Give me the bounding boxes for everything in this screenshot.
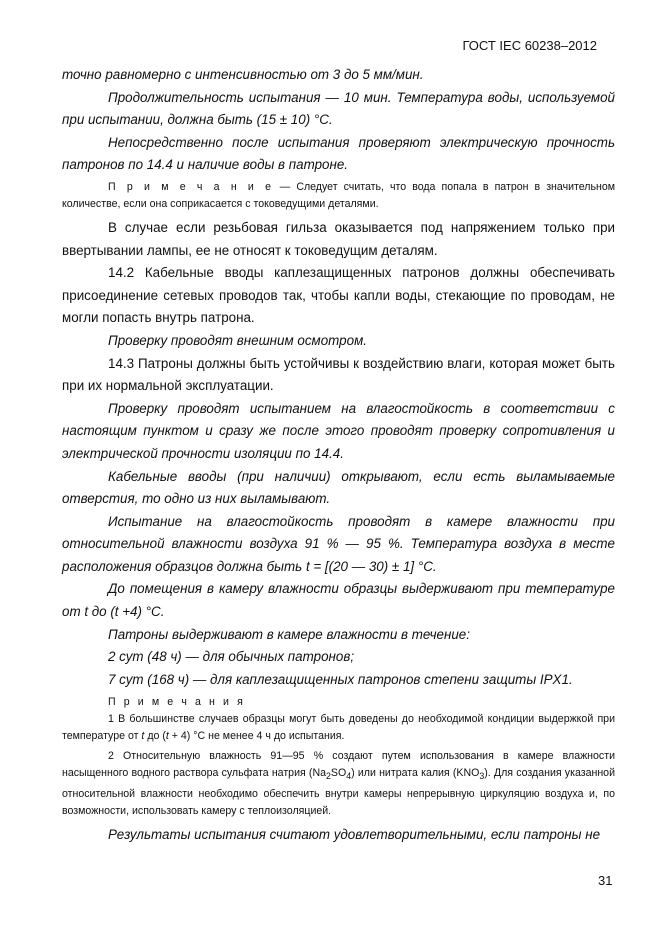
paragraph: Непосредственно после испытания проверяют электрическую прочность патронов по 14.4 и наличие воды в патроне. — [62, 134, 615, 173]
paragraph: 2 сут (48 ч) — для обычных патронов; — [108, 649, 355, 665]
page-body — [62, 64, 615, 846]
paragraph: Продолжительность испытания — 10 мин. Температура воды, используемой при испытании, должна быть (15 ± 10) °С. — [62, 89, 615, 128]
paragraph: В случае если резьбовая гильза оказывается под напряжением только при ввертывании лампы, ее не относят к токоведущим деталям. — [62, 219, 615, 258]
paragraph: 14.3 Патроны должны быть устойчивы к воздействию влаги, которая может быть при их нормальной эксплуатации. — [62, 355, 615, 394]
paragraph: Проверку проводят внешним осмотром. — [108, 332, 367, 348]
paragraph: 14.2 Кабельные вводы каплезащищенных патронов должны обеспечивать присоединение сетевых проводов так, чтобы капли воды, стекающие по проводам, не могли попасть внутрь патрона. — [62, 265, 615, 326]
paragraph: Испытание на влагостойкость проводят в камере влажности при относительной влажности воздуха 91 % — 95 %. Температура воздуха в месте расположения образцов должна быть t = [(20 — 30) ± 1] °С. — [62, 513, 615, 574]
note-item: 2 Относительную влажность 91—95 % создают путем использования в камере влажности насыщенного водного раствора сульфата натрия $(Na_2SO_4)$ или нитрата калия $(KNO_3)$. Для создания указанной относительной влажности необходимо обеспечить внутри камеры непрерывную циркуляцию воздуха и, по возможности, использовать камеру с теплоизоляцией. — [62, 750, 615, 817]
paragraph: точно равномерно с интенсивностью от 3 до 5 мм/мин. — [62, 67, 424, 82]
notes-label: П р и м е ч а н и я — [108, 696, 246, 709]
paragraph: Патроны выдерживают в камере влажности в течение: — [108, 626, 470, 642]
paragraph: Кабельные вводы (при наличии) открывают, если есть выламываемые отверстия, то одно из них выламывают. — [62, 468, 615, 507]
paragraph: 7 сут (168 ч) — для каплезащищенных патронов степени защиты IPX1. — [108, 671, 573, 687]
note-text: — Следует считать, что вода попала в патрон в значительном количестве, если она соприкасается с токоведущими деталями. — [62, 180, 616, 210]
paragraph: Проверку проводят испытанием на влагостойкость в соответствии с настоящим пунктом и сразу же после этого проводят проверку сопротивления и электрической прочности изоляции по 14.4. — [62, 400, 615, 461]
note — [62, 179, 615, 213]
paragraph: До помещения в камеру влажности образцы выдерживают при температуре от t до (t +4) °С. — [62, 581, 615, 620]
document-code-header: ГОСТ IEC 60238–2012 — [462, 38, 597, 53]
note-item: 1 В большинстве случаев образцы могут быть доведены до необходимой кондиции выдержкой при температуре от t до (t + 4) °С не менее 4 ч до испытания. — [62, 713, 615, 743]
note-label: П р и м е ч а н и е — [108, 180, 274, 193]
paragraph: Результаты испытания считают удовлетворительными, если патроны не — [108, 826, 601, 842]
page-number: 31 — [598, 873, 613, 888]
